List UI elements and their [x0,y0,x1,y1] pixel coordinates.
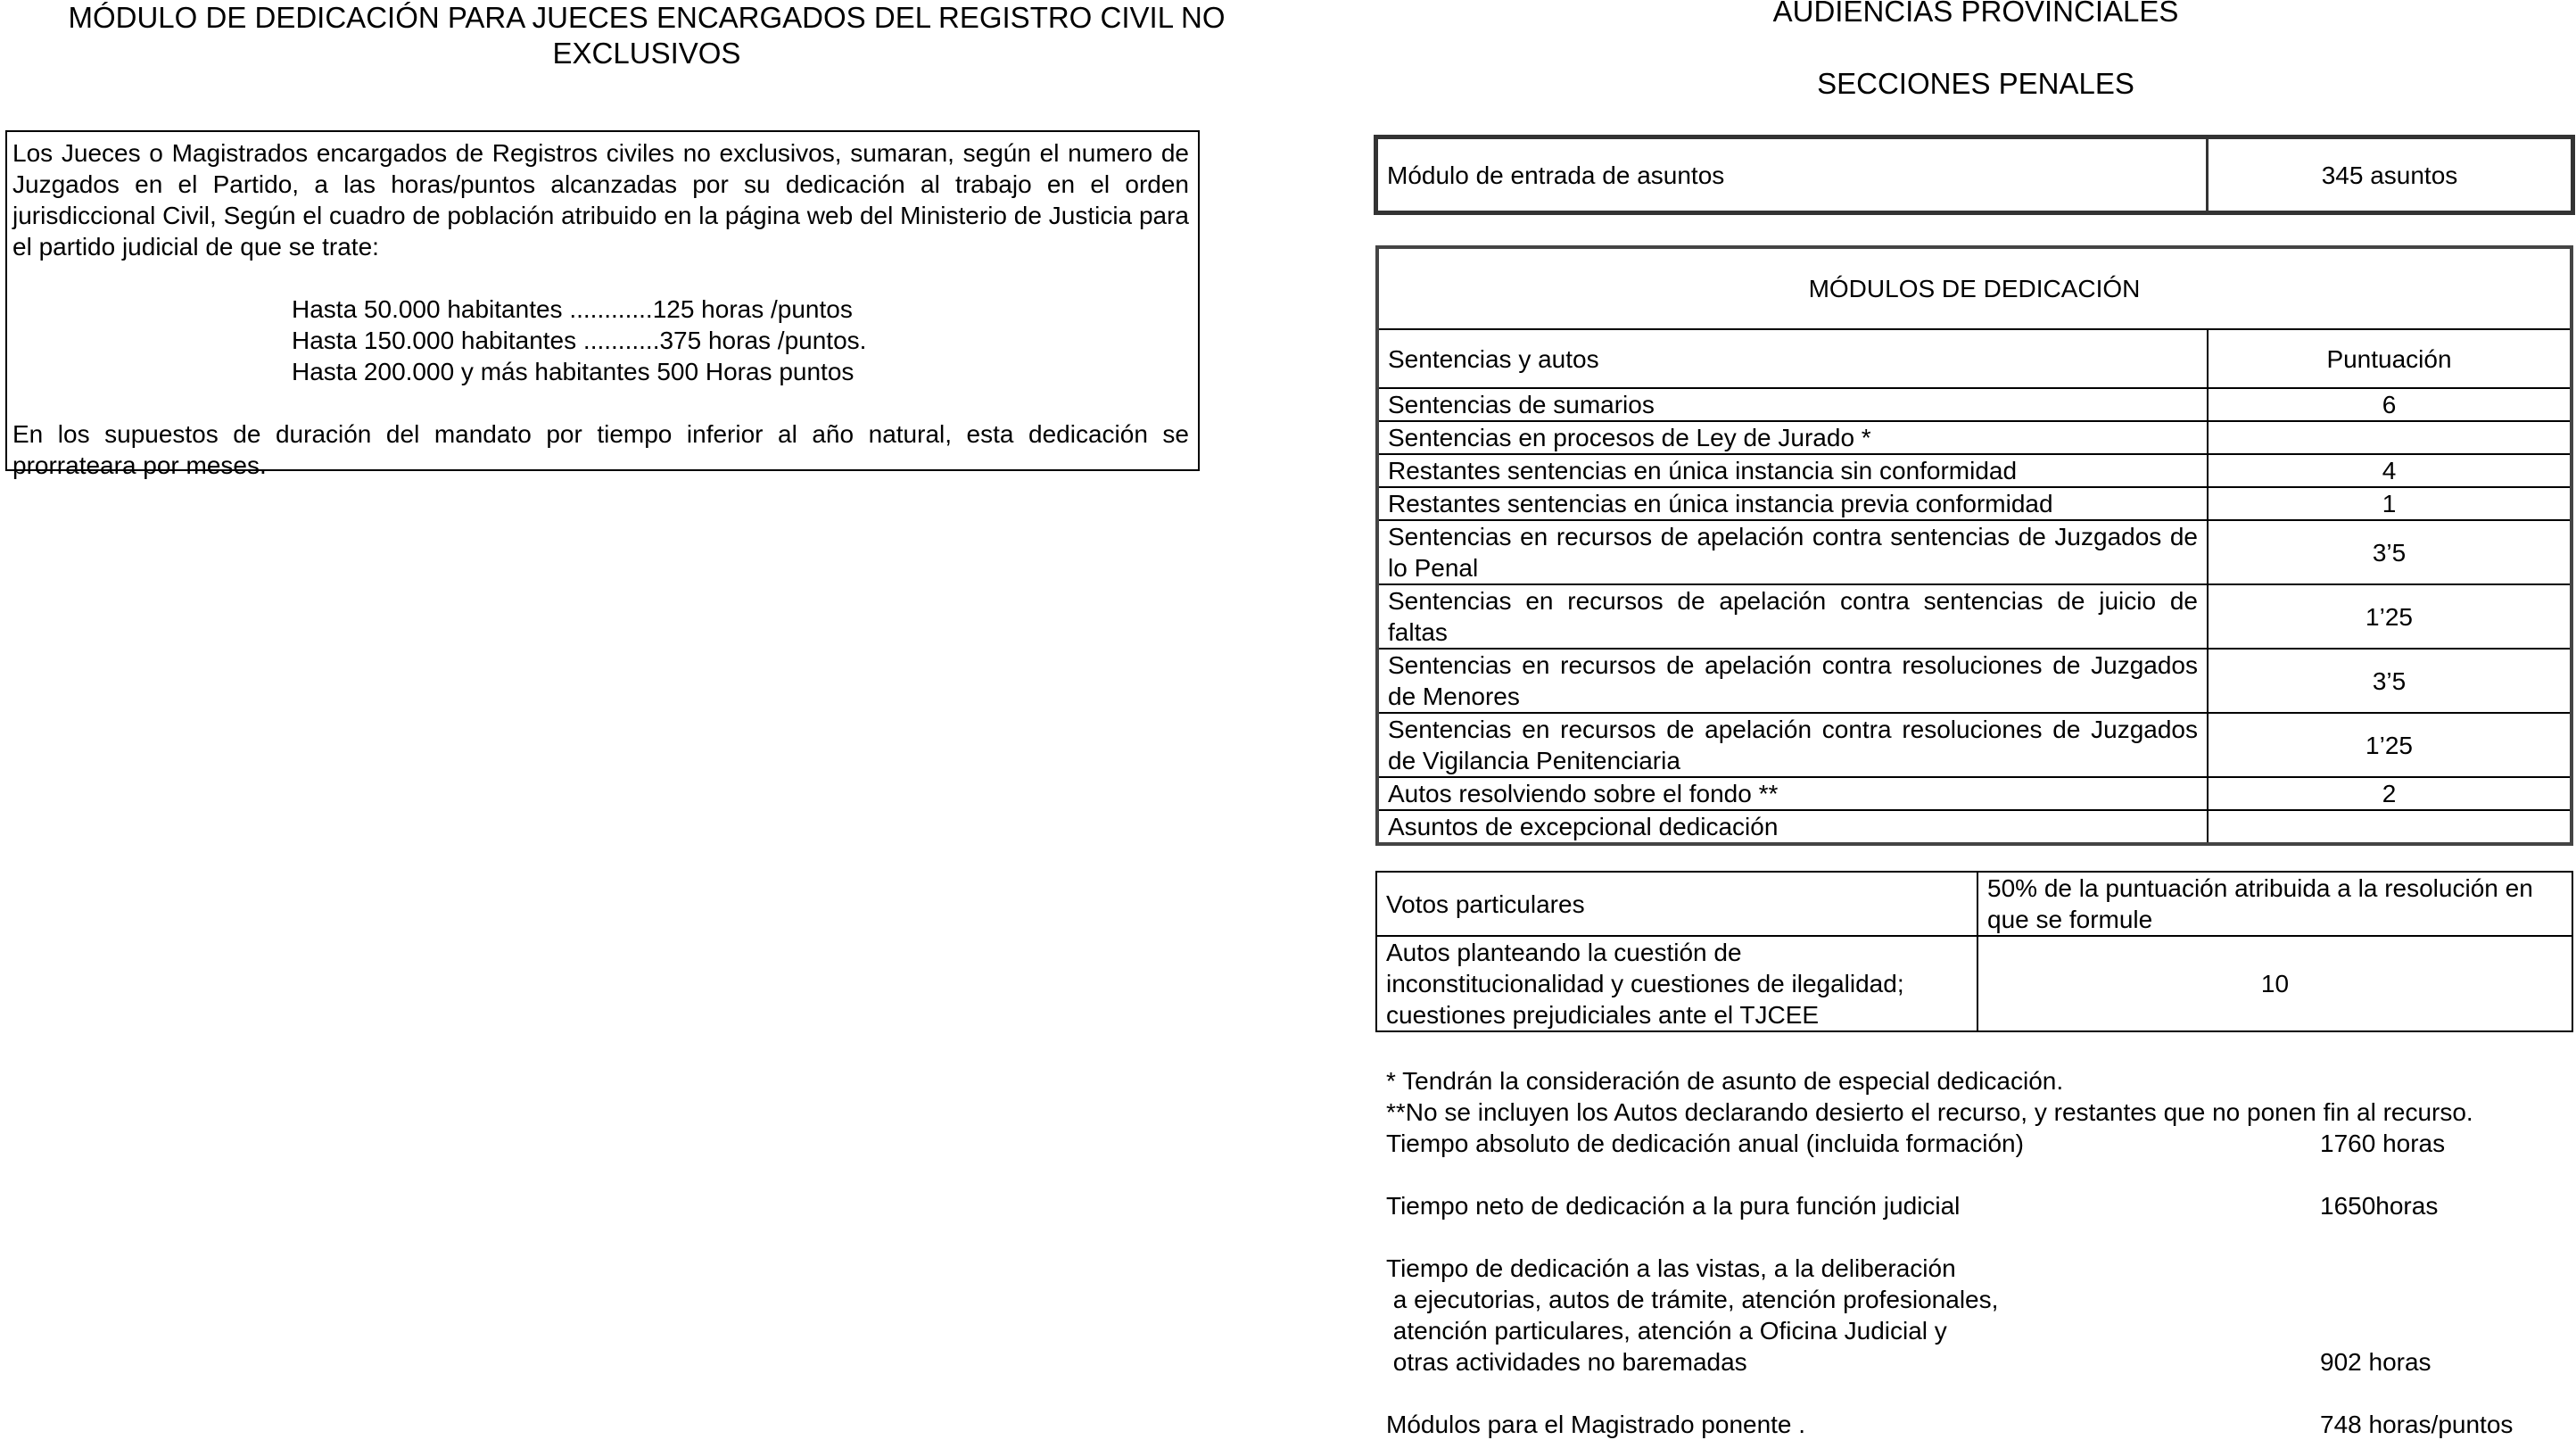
autos-cuestion-label [1376,936,1977,1031]
population-tiers [12,294,1189,387]
row-label: Autos resolviendo sobre el fondo ** [1377,777,2208,810]
row-label: Sentencias en recursos de apelación contra resoluciones de Juzgados de Vigilancia Penitenciaria [1377,713,2208,777]
closing-paragraph: En los supuestos de duración del mandato por tiempo inferior al año natural, esta dedicación se prorrateara por meses. [12,420,1189,479]
row-value: 3’5 [2208,649,2572,713]
row-label: Sentencias en recursos de apelación contra resoluciones de Juzgados de Menores [1377,649,2208,713]
col-header-sentencias: Sentencias y autos [1377,329,2208,388]
tiempo-vistas-line: a ejecutorias, autos de trámite, atención profesionales, [1386,1286,1999,1313]
tier-item: Hasta 50.000 habitantes ............125 horas /puntos [292,295,853,323]
tiempo-neto-label: Tiempo neto de dedicación a la pura función judicial [1386,1192,1961,1220]
row-label: Sentencias de sumarios [1377,388,2208,421]
col-header-puntuacion: Puntuación [2208,329,2572,388]
autos-cuestion-line: Autos planteando la cuestión de [1386,939,1742,966]
tiempo-absoluto-value: 1760 horas [2320,1130,2446,1157]
audiencias-title: AUDIENCIAS PROVINCIALES [1772,0,2179,28]
modules-table [1375,245,2573,846]
table-row [1377,777,2572,810]
registro-civil-box [5,130,1200,479]
row-label: Sentencias en recursos de apelación contra sentencias de juicio de faltas [1377,584,2208,649]
row-value: 4 [2208,454,2572,487]
modules-header: MÓDULOS DE DEDICACIÓN [1377,247,2572,329]
table-row [1377,388,2572,421]
ponente-value: 748 horas/puntos [2320,1411,2514,1438]
note-autos: **No se incluyen los Autos declarando desierto el recurso, y restantes que no ponen fin al recurso. [1386,1098,2473,1126]
notes-block [1386,1065,2572,1440]
table-row [1376,872,2572,936]
table-row [1377,810,2572,844]
row-value [2208,810,2572,844]
registro-civil-title [0,0,1293,71]
entry-value: 345 asuntos [2208,138,2572,212]
tier-item: Hasta 200.000 y más habitantes 500 Horas puntos [292,358,855,385]
table-row [1377,584,2572,649]
table-row [1377,421,2572,454]
entry-module-table [1375,137,2573,213]
tiempo-neto-row [1386,1190,2572,1221]
table-row [1376,936,2572,1031]
row-label: Asuntos de excepcional dedicación [1377,810,2208,844]
row-label: Restantes sentencias en única instancia previa conformidad [1377,487,2208,520]
ponente-label: Módulos para el Magistrado ponente . [1386,1411,1806,1438]
registro-civil-title-line2: EXCLUSIVOS [552,37,741,70]
row-value: 1 [2208,487,2572,520]
row-value [2208,421,2572,454]
row-label: Sentencias en procesos de Ley de Jurado * [1377,421,2208,454]
autos-cuestion-value: 10 [1977,936,2572,1031]
votos-value: 50% de la puntuación atribuida a la resolución en que se formule [1977,872,2572,936]
tiempo-absoluto-row [1386,1128,2572,1159]
table-row [1377,649,2572,713]
votos-label: Votos particulares [1376,872,1977,936]
intro-paragraph: Los Jueces o Magistrados encargados de Registros civiles no exclusivos, sumaran, según el numero de Juzgados en el Partido, a las horas/puntos alcanzadas por su dedicación al trabajo en el orden jurisdiccional Civil, Según el cuadro de población atribuido en la página web del Ministerio de Justicia para el partido judicial de que se trate: [12,139,1189,261]
tiempo-vistas-row [1386,1346,2572,1378]
table-row [1377,138,2572,212]
row-value: 1’25 [2208,713,2572,777]
row-value: 1’25 [2208,584,2572,649]
tiempo-vistas-value: 902 horas [2320,1348,2432,1376]
tier-item: Hasta 150.000 habitantes ...........375 horas /puntos. [292,327,867,354]
table-row [1377,520,2572,584]
secciones-title: SECCIONES PENALES [1817,67,2134,100]
row-value: 6 [2208,388,2572,421]
autos-cuestion-line: cuestiones prejudiciales ante el TJCEE [1386,1001,1820,1029]
tiempo-absoluto-label: Tiempo absoluto de dedicación anual (incluida formación) [1386,1130,2024,1157]
table-row [1377,329,2572,388]
row-label: Sentencias en recursos de apelación contra sentencias de Juzgados de lo Penal [1377,520,2208,584]
table-row [1377,487,2572,520]
autos-cuestion-line: inconstitucionalidad y cuestiones de ilegalidad; [1386,970,1904,997]
registro-civil-title-line1: MÓDULO DE DEDICACIÓN PARA JUECES ENCARGADOS DEL REGISTRO CIVIL NO [68,1,1226,34]
tiempo-vistas-line: atención particulares, atención a Oficina Judicial y [1386,1317,1947,1345]
note-especial: * Tendrán la consideración de asunto de especial dedicación. [1386,1067,2064,1095]
table-row [1377,713,2572,777]
tiempo-vistas-line: Tiempo de dedicación a las vistas, a la deliberación [1386,1254,1956,1282]
extra-points-table [1375,871,2573,1032]
row-label: Restantes sentencias en única instancia sin conformidad [1377,454,2208,487]
row-value: 3’5 [2208,520,2572,584]
tiempo-neto-value: 1650horas [2320,1192,2439,1220]
row-value: 2 [2208,777,2572,810]
entry-label: Módulo de entrada de asuntos [1377,138,2208,212]
tiempo-vistas-line: otras actividades no baremadas [1386,1348,1747,1376]
ponente-row [1386,1409,2572,1440]
table-row [1377,454,2572,487]
table-row [1377,247,2572,329]
